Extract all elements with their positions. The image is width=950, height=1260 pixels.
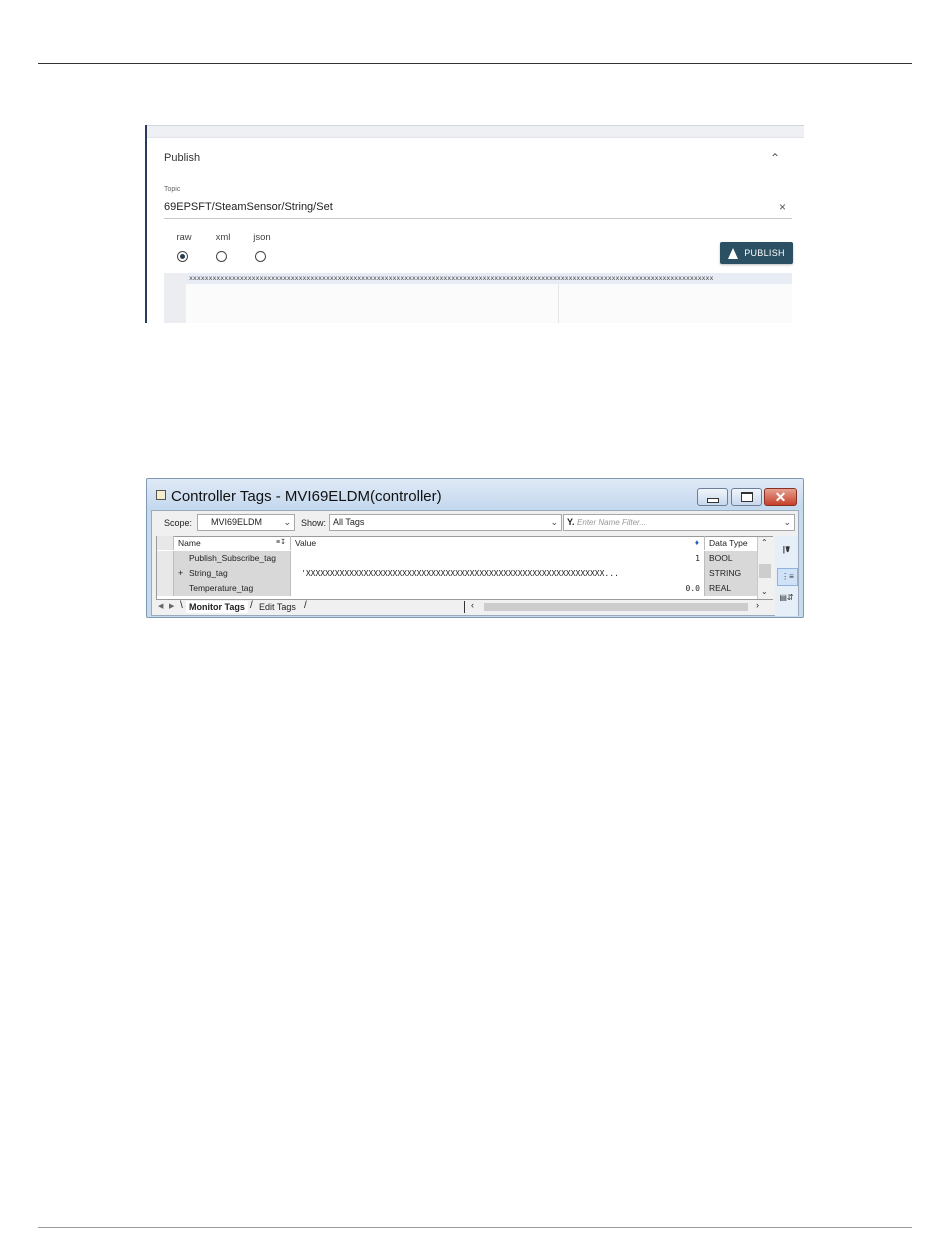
tag-name: Publish_Subscribe_tag <box>174 551 291 566</box>
table-row[interactable] <box>157 566 772 581</box>
collapse-icon[interactable]: ▤⇵ <box>779 593 794 602</box>
format-label-xml: xml <box>215 232 231 243</box>
expand-plus-icon[interactable]: + <box>178 568 184 578</box>
window-app-icon <box>156 490 166 500</box>
properties-icon[interactable]: ⋮≡ <box>777 568 798 586</box>
chevron-down-icon: ⌄ <box>783 517 791 527</box>
format-label-raw: raw <box>176 232 192 243</box>
header-name[interactable] <box>174 536 291 550</box>
close-icon[interactable]: × <box>779 200 787 214</box>
format-option-json[interactable] <box>245 232 285 266</box>
maximize-button[interactable] <box>731 488 762 506</box>
close-icon: ✕ <box>774 489 787 505</box>
topic-label: Topic <box>164 186 181 193</box>
controller-tags-window <box>146 478 804 618</box>
row-selector[interactable] <box>157 581 174 596</box>
minimize-icon <box>707 498 719 503</box>
header-data-type[interactable] <box>705 536 757 550</box>
filter-icon: Y. <box>567 517 575 527</box>
format-option-raw[interactable] <box>167 232 207 266</box>
row-selector[interactable] <box>157 551 174 566</box>
tag-name: String_tag <box>189 568 228 578</box>
scope-dropdown[interactable] <box>197 514 295 531</box>
pin-icon[interactable]: |☤ <box>782 545 791 554</box>
editor-gutter <box>164 273 186 323</box>
publish-title: Publish <box>164 152 201 164</box>
header-value-label: Value <box>295 538 317 548</box>
side-panel <box>775 536 798 616</box>
message-editor[interactable] <box>164 273 792 323</box>
window-client-area <box>151 510 799 616</box>
scroll-thumb[interactable] <box>759 564 771 578</box>
header-value[interactable] <box>291 536 705 550</box>
tab-divider: \ <box>180 600 183 611</box>
tags-grid <box>156 536 773 600</box>
scroll-right-icon[interactable]: › <box>756 600 759 610</box>
radio-raw[interactable] <box>177 251 188 262</box>
hscroll-thumb[interactable] <box>484 603 748 611</box>
tab-prev-icon[interactable]: ◀ <box>158 603 164 610</box>
grid-header <box>157 537 772 552</box>
tag-type: STRING <box>705 566 757 581</box>
table-row[interactable] <box>157 581 772 596</box>
panel-top-band <box>147 125 804 138</box>
name-filter-input[interactable] <box>563 514 795 531</box>
tag-value[interactable]: 0.0 <box>291 581 705 596</box>
scroll-up-icon[interactable]: ⌃ <box>761 538 768 547</box>
tab-next-icon[interactable]: ▶ <box>169 603 175 610</box>
sort-icon: ≡↧ <box>276 539 286 546</box>
table-row[interactable] <box>157 551 772 566</box>
tag-value[interactable]: 1 <box>291 551 705 566</box>
topic-input[interactable]: 69EPSFT/SteamSensor/String/Set <box>164 201 333 213</box>
header-rule <box>38 63 912 64</box>
tag-value[interactable]: 'XXXXXXXXXXXXXXXXXXXXXXXXXXXXXXXXXXXXXXXXXXXXXXXXXXXXXXXXXXXXXX... <box>291 566 705 581</box>
format-label-json: json <box>253 232 271 243</box>
horizontal-scrollbar[interactable] <box>468 601 768 613</box>
tag-type: REAL <box>705 581 757 596</box>
scope-label: Scope: <box>164 518 193 528</box>
footer-rule <box>38 1227 912 1228</box>
splitter[interactable] <box>464 601 465 613</box>
filter-placeholder: Enter Name Filter... <box>577 518 647 527</box>
editor-divider <box>558 284 559 323</box>
show-label: Show: <box>301 518 327 528</box>
pin-arrow-icon: ♦ <box>694 538 699 547</box>
tab-edit-tags[interactable]: Edit Tags <box>259 602 296 612</box>
scope-value: MVI69ELDM <box>211 517 263 527</box>
tab-divider: / <box>250 600 253 611</box>
tag-type: BOOL <box>705 551 757 566</box>
publish-panel <box>145 125 804 323</box>
tab-divider: / <box>304 600 307 611</box>
radio-json[interactable] <box>255 251 266 262</box>
minimize-button[interactable] <box>697 488 728 506</box>
tag-name: Temperature_tag <box>174 581 291 596</box>
chevron-down-icon: ⌄ <box>283 517 291 527</box>
radio-xml[interactable] <box>216 251 227 262</box>
send-arrow-icon <box>728 248 738 259</box>
scroll-left-icon[interactable]: ‹ <box>471 600 474 610</box>
header-name-label: Name <box>178 538 201 548</box>
format-option-xml[interactable] <box>206 232 246 266</box>
topic-underline <box>164 218 792 219</box>
scroll-down-icon[interactable]: ⌄ <box>761 587 768 596</box>
show-dropdown[interactable] <box>329 514 562 531</box>
header-data-type-label: Data Type <box>709 538 748 548</box>
window-title: Controller Tags - MVI69ELDM(controller) <box>171 488 442 505</box>
row-selector[interactable] <box>157 566 174 581</box>
tags-toolbar <box>152 511 798 536</box>
show-value: All Tags <box>333 517 365 527</box>
tab-bar <box>156 600 773 614</box>
close-button[interactable] <box>764 488 797 506</box>
header-select <box>157 536 174 550</box>
window-titlebar[interactable] <box>147 479 803 509</box>
tab-monitor-tags[interactable]: Monitor Tags <box>186 601 248 613</box>
publish-button[interactable] <box>720 242 793 264</box>
publish-button-label: PUBLISH <box>744 248 785 258</box>
chevron-up-icon[interactable]: ⌃ <box>770 151 781 165</box>
chevron-down-icon: ⌄ <box>550 517 558 527</box>
maximize-icon <box>741 492 753 502</box>
vertical-scrollbar[interactable] <box>757 537 773 599</box>
message-text[interactable]: xxxxxxxxxxxxxxxxxxxxxxxxxxxxxxxxxxxxxxxxxxxxxxxxxxxxxxxxxxxxxxxxxxxxxxxxxxxxxxxxxxxxxxxxxxxxxxxxxxxxxxxxxxxxxxxxxxxxxxxxxxxxxxxxxxxxxx <box>189 274 714 282</box>
tag-name-cell <box>174 566 291 581</box>
